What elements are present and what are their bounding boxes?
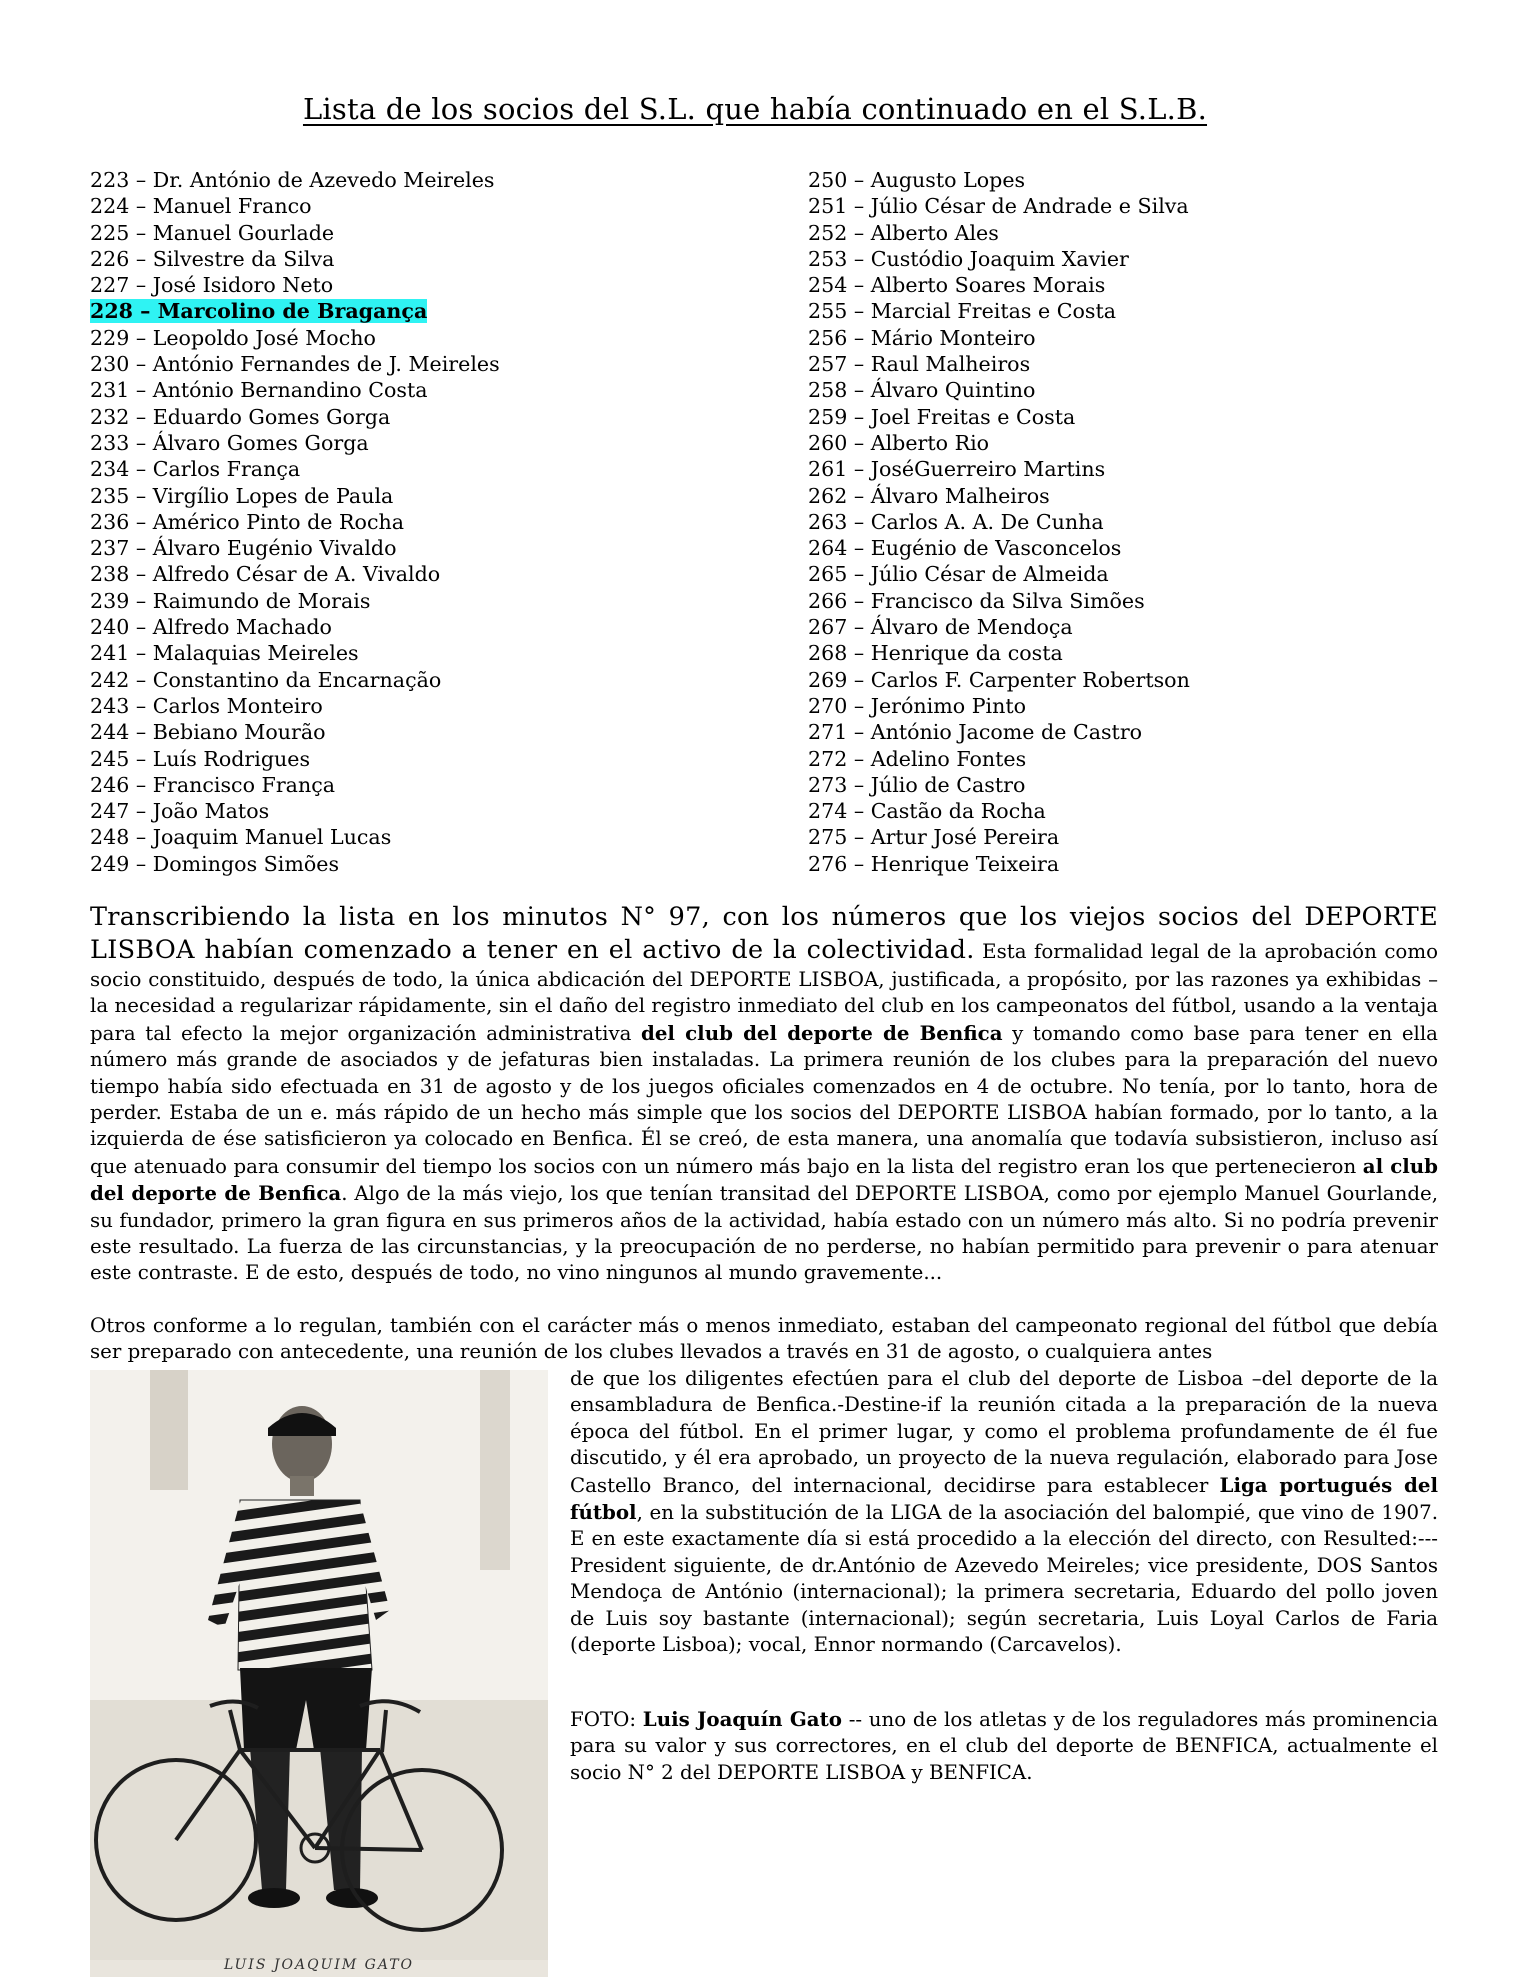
paragraph-regional: Otros conforme a lo regulan, también con el carácter más o menos inmediato, estaban del campeonato regional del fútbol que debía ser preparado con antecedente, una reunión de los clubes llevados a través en 31 de agosto, o cualquiera antes (90, 1314, 1438, 1364)
member-entry (808, 798, 1190, 824)
member-name: 272 – Adelino Fontes (808, 746, 1027, 771)
paragraph-league (570, 1366, 1438, 1658)
member-entry (90, 693, 500, 719)
member-name: 252 – Alberto Ales (808, 220, 999, 245)
member-entry (808, 824, 1190, 850)
photo-description (570, 1706, 1438, 1786)
member-name: 244 – Bebiano Mourão (90, 720, 326, 745)
member-name: 273 – Júlio de Castro (808, 772, 1026, 797)
member-name: 251 – Júlio César de Andrade e Silva (808, 194, 1189, 219)
member-entry (808, 772, 1190, 798)
member-entry (90, 535, 500, 561)
member-name: 256 – Mário Monteiro (808, 325, 1036, 350)
paragraph-lead: Transcribiendo la lista en los minutos N° 97, con los números que los viejos socios del DEPORTE LISBOA habían comenzado a tener en el activo de la colectividad. (90, 902, 1438, 965)
member-name: 249 – Domingos Simões (90, 851, 340, 876)
member-name: 261 – JoséGuerreiro Martins (808, 457, 1106, 482)
member-name: 262 – Álvaro Malheiros (808, 483, 1050, 508)
paragraph-text: Esta formalidad legal de la aprobación como socio constituido, después de todo, la única abdicación del DEPORTE LISBOA, justificada, a propósito, por las razones ya exhibidas –la necesidad a regularizar rápidamente, sin el daño del registro inmediato del club en los campeonatos del fútbol, usando a la ventaja para tal efecto la mejor organización administrativa (90, 940, 1438, 1045)
member-entry (808, 272, 1190, 298)
member-entry (808, 614, 1190, 640)
member-entry (90, 746, 500, 772)
member-entry (90, 220, 500, 246)
member-entry (808, 693, 1190, 719)
member-name: 276 – Henrique Teixeira (808, 851, 1060, 876)
member-entry (808, 640, 1190, 666)
member-name: 227 – José Isidoro Neto (90, 273, 334, 298)
member-entry (808, 483, 1190, 509)
member-name: 270 – Jerónimo Pinto (808, 693, 1027, 718)
member-entry (90, 824, 500, 850)
member-name: 257 – Raul Malheiros (808, 352, 1031, 377)
paragraph-text: , en la substitución de la LIGA de la asociación del balompié, que vino de 1907. E en este exactamente día si está procedido a la elección del directo, con Resulted:---President siguiente, de dr.António de Azevedo Meireles; vice presidente, DOS Santos Mendoça de António (internacional); la primera secretaria, Eduardo del pollo joven de Luis soy bastante (internacional); según secretaria, Luis Loyal Carlos de Faria (deporte Lisboa); vocal, Ennor normando (Carcavelos). (570, 1501, 1438, 1657)
member-entry (90, 377, 500, 403)
member-entry (808, 509, 1190, 535)
member-entry (808, 667, 1190, 693)
cyclist-illustration (90, 1370, 548, 1977)
member-name: 260 – Alberto Rio (808, 430, 990, 455)
member-entry (90, 614, 500, 640)
member-entry (808, 561, 1190, 587)
member-name: 234 – Carlos França (90, 457, 301, 482)
member-name: 250 – Augusto Lopes (808, 168, 1026, 192)
page-title: Lista de los socios del S.L. que había continuado en el S.L.B. (302, 92, 1208, 126)
member-name: 225 – Manuel Gourlade (90, 220, 335, 245)
member-name: 255 – Marcial Freitas e Costa (808, 299, 1117, 324)
member-name: 246 – Francisco França (90, 772, 336, 797)
member-name: 226 – Silvestre da Silva (90, 246, 335, 271)
member-entry (808, 746, 1190, 772)
paragraph-minutes (90, 901, 1438, 1287)
athlete-photo (90, 1370, 548, 1977)
member-entry (90, 772, 500, 798)
member-entry (90, 456, 500, 482)
member-name: 223 – Dr. António de Azevedo Meireles (90, 168, 495, 192)
member-name: 264 – Eugénio de Vasconcelos (808, 536, 1122, 561)
member-entry (808, 588, 1190, 614)
member-entry (90, 588, 500, 614)
member-entry (808, 325, 1190, 351)
photo-subject-name: Luis Joaquín Gato (642, 1707, 842, 1731)
member-entry (90, 193, 500, 219)
paragraph-text: y tomando como base para tener en ella número más grande de asociados y de jefaturas bien instaladas. La primera reunión de los clubes para la preparación del nuevo tiempo había sido efectuada en 31 de agosto y de los juegos oficiales comenzados en 4 de octubre. No tenía, por lo tanto, hora de perder. Estaba de un e. más rápido de un hecho más simple que los socios del DEPORTE LISBOA habían formado, por lo tanto, a la izquierda de ése satisficieron ya colocado en Benfica. Él se creó, de esta manera, una anomalía que todavía subsistieron, incluso así que atenuado para consumir del tiempo los socios con un número más bajo en la lista del registro eran los que pertenecieron (90, 1021, 1438, 1178)
member-entry (90, 272, 500, 298)
member-name: 259 – Joel Freitas e Costa (808, 404, 1076, 429)
member-name: 239 – Raimundo de Morais (90, 588, 371, 613)
member-name: 233 – Álvaro Gomes Gorga (90, 430, 369, 455)
member-name: 274 – Castão da Rocha (808, 799, 1046, 824)
club-name-bold: al club del deporte de Benfica (90, 1153, 1439, 1206)
member-name: 275 – Artur José Pereira (808, 825, 1060, 850)
member-entry (808, 535, 1190, 561)
league-name-bold: Liga portugués del fútbol (570, 1472, 1438, 1525)
member-entry (808, 851, 1190, 877)
member-entry (808, 246, 1190, 272)
members-list-left (90, 167, 500, 877)
paragraph-text: de que los diligentes efectúen para el club del deporte de Lisboa –del deporte de la ensambladura de Benfica.-Destine-if la reunión citada a la preparación de la nueva época del fútbol. En el primer lugar, y como el problema profundamente de él fue discutido, y él era aprobado, un proyecto de la nueva regulación, elaborado para Jose Castello Branco, del internacional, decidirse para establecer (570, 1367, 1438, 1497)
member-entry (90, 351, 500, 377)
member-entry (90, 561, 500, 587)
member-name: 254 – Alberto Soares Morais (808, 273, 1106, 298)
member-name: 243 – Carlos Monteiro (90, 693, 323, 718)
member-entry (90, 404, 500, 430)
member-name: 231 – António Bernandino Costa (90, 378, 428, 403)
club-name-bold: del club del deporte de Benfica (641, 1020, 1003, 1045)
member-entry (808, 404, 1190, 430)
member-entry (90, 483, 500, 509)
member-name: 241 – Malaquias Meireles (90, 641, 359, 666)
member-entry (808, 430, 1190, 456)
member-entry (90, 851, 500, 877)
member-name: 245 – Luís Rodrigues (90, 746, 311, 771)
member-name: 266 – Francisco da Silva Simões (808, 588, 1145, 613)
member-entry (90, 798, 500, 824)
paragraph-text: . Algo de la más viejo, los que tenían transitad del DEPORTE LISBOA, como por ejemplo Manuel Gourlande, su fundador, primero la gran figura en sus primeros años de la actividad, había estado con un número más alto. Si no podría prevenir este resultado. La fuerza de las circunstancias, y la preocupación de no perderse, no habían permitido para prevenir o para atenuar este contraste. E de esto, después de todo, no vino ningunos al mundo gravemente... (90, 1182, 1439, 1285)
member-name: 267 – Álvaro de Mendoça (808, 615, 1073, 640)
member-name: 224 – Manuel Franco (90, 194, 312, 219)
member-entry (808, 456, 1190, 482)
member-entry (90, 667, 500, 693)
member-name: 263 – Carlos A. A. De Cunha (808, 509, 1104, 534)
member-name: 242 – Constantino da Encarnação (90, 667, 442, 692)
member-entry (90, 167, 500, 193)
member-name: 237 – Álvaro Eugénio Vivaldo (90, 536, 397, 561)
member-name: 247 – João Matos (90, 799, 270, 824)
highlighted-member: 228 – Marcolino de Bragança (90, 299, 428, 324)
member-entry (808, 220, 1190, 246)
member-entry (90, 640, 500, 666)
member-name: 229 – Leopoldo José Mocho (90, 325, 376, 350)
photo-note-text: -- uno de los atletas y de los reguladores más prominencia para su valor y sus correctores, en el club del deporte de BENFICA, actualmente el socio N° 2 del DEPORTE LISBOA y BENFICA. (570, 1708, 1438, 1784)
member-name: 269 – Carlos F. Carpenter Robertson (808, 667, 1190, 692)
member-name: 253 – Custódio Joaquim Xavier (808, 246, 1129, 271)
member-name: 248 – Joaquim Manuel Lucas (90, 825, 392, 850)
member-name: 271 – António Jacome de Castro (808, 720, 1143, 745)
member-entry (90, 298, 500, 324)
member-name: 268 – Henrique da costa (808, 641, 1063, 666)
member-entry (808, 351, 1190, 377)
member-entry (90, 719, 500, 745)
member-name: 232 – Eduardo Gomes Gorga (90, 404, 391, 429)
members-list-right (808, 167, 1190, 877)
member-entry (808, 298, 1190, 324)
member-entry (808, 377, 1190, 403)
photo-caption: LUIS JOAQUIM GATO (223, 1957, 415, 1973)
member-entry (90, 430, 500, 456)
member-name: 238 – Alfredo César de A. Vivaldo (90, 562, 441, 587)
photo-label: FOTO: (570, 1708, 637, 1731)
member-entry (808, 719, 1190, 745)
member-name: 235 – Virgílio Lopes de Paula (90, 483, 394, 508)
member-entry (808, 193, 1190, 219)
member-entry (90, 246, 500, 272)
member-name: 230 – António Fernandes de J. Meireles (90, 352, 500, 377)
member-entry (90, 509, 500, 535)
member-entry (808, 167, 1190, 193)
member-name: 265 – Júlio César de Almeida (808, 562, 1109, 587)
member-name: 236 – Américo Pinto de Rocha (90, 509, 405, 534)
member-name: 258 – Álvaro Quintino (808, 378, 1036, 403)
member-entry (90, 325, 500, 351)
member-name: 240 – Alfredo Machado (90, 615, 332, 640)
